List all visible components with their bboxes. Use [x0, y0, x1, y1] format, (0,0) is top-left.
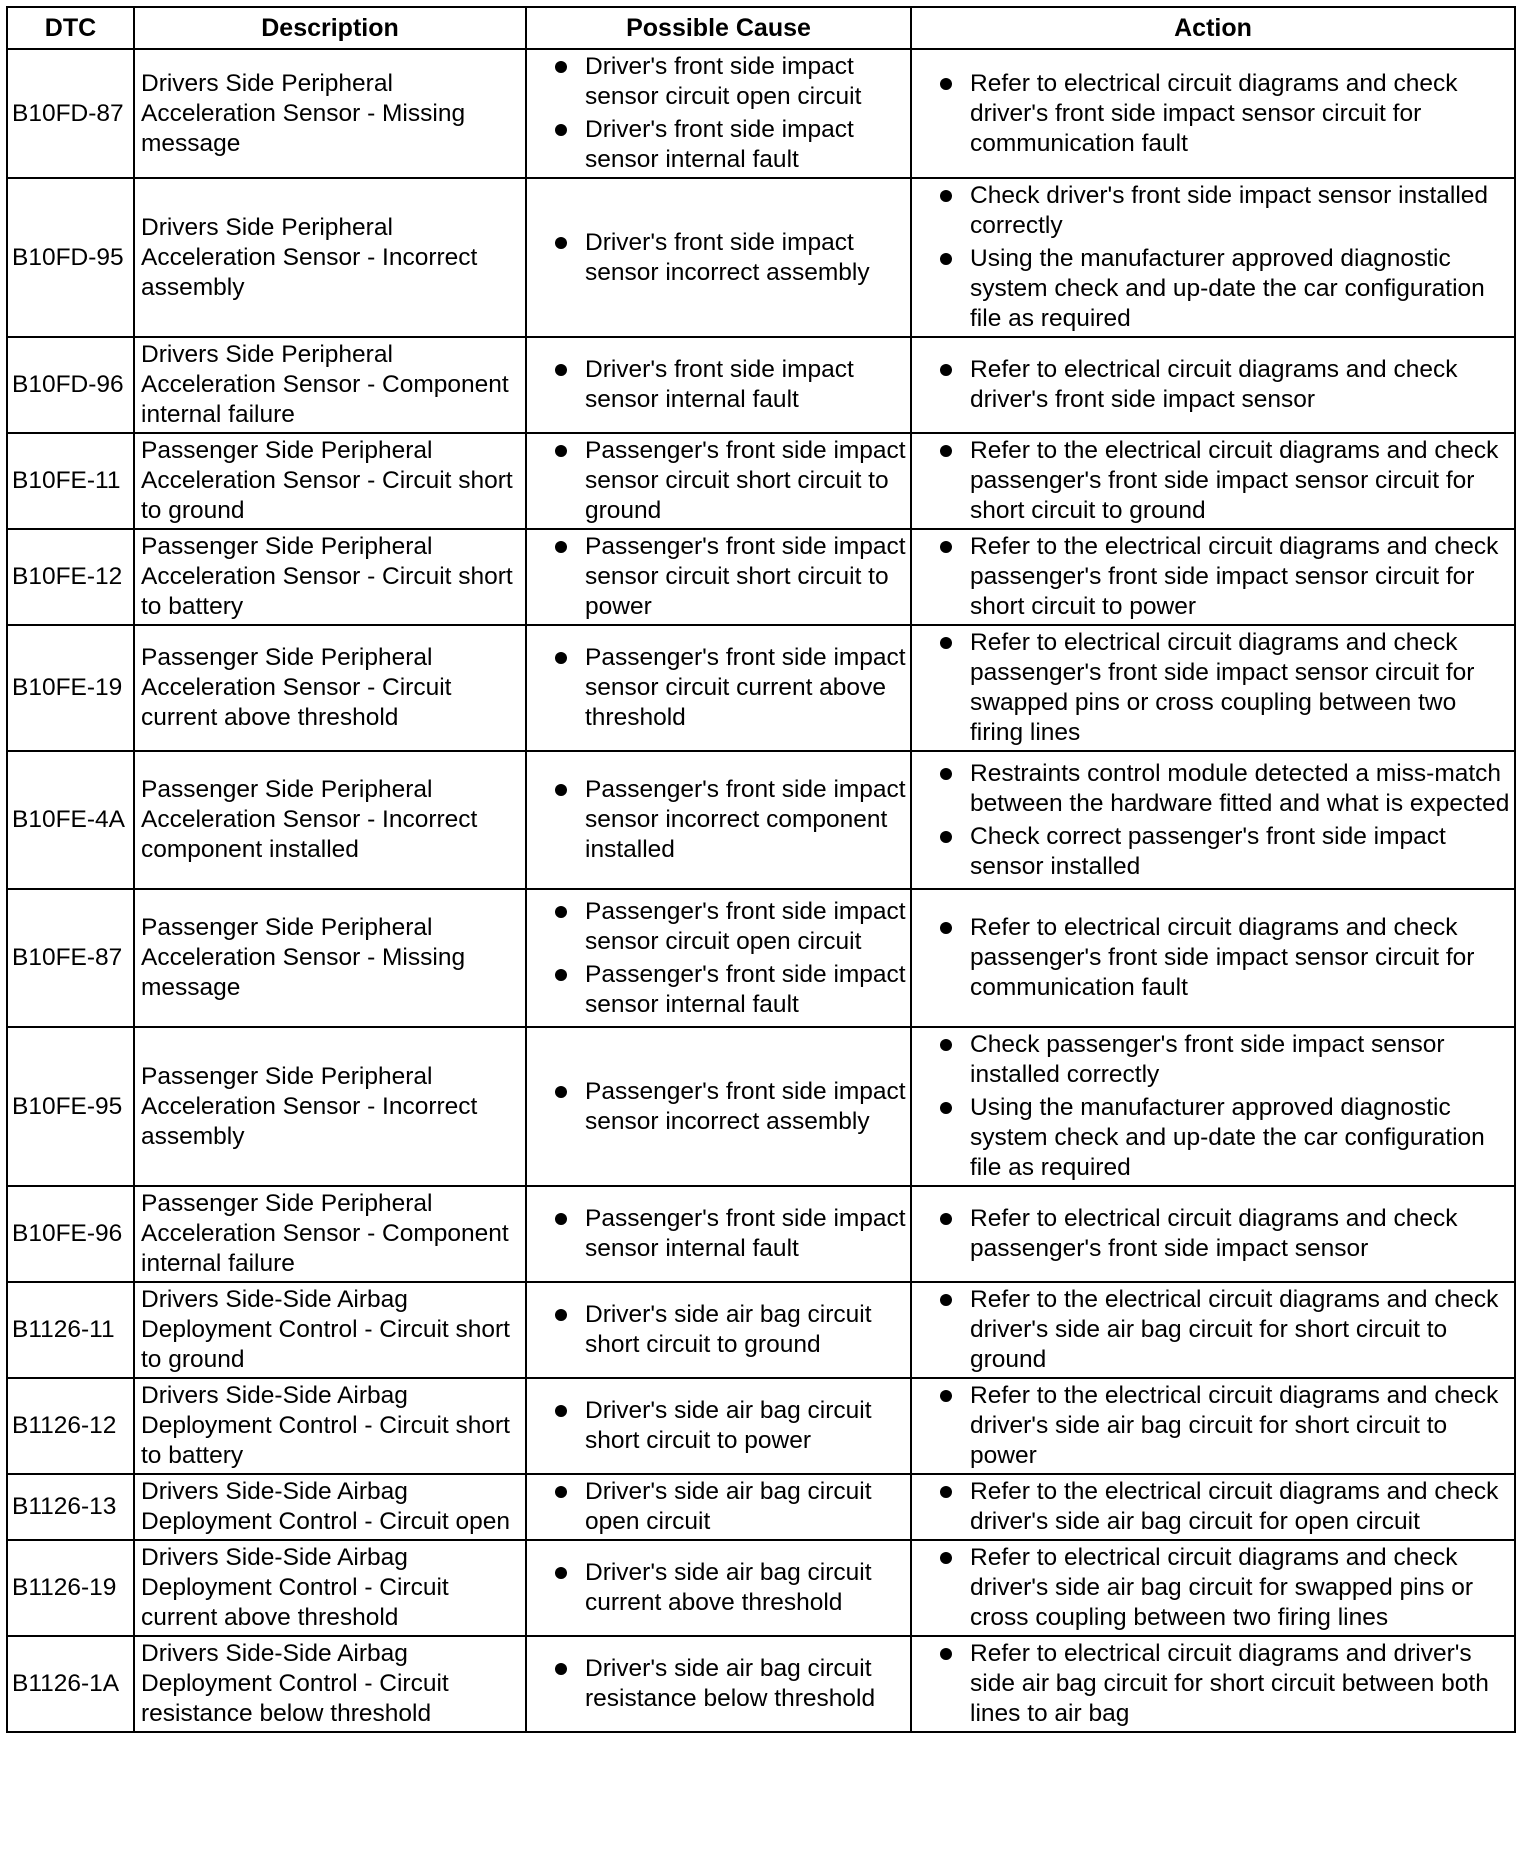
bullet-dot-icon	[555, 1086, 567, 1098]
dtc-code-cell: B1126-11	[7, 1282, 134, 1378]
action-cell	[911, 1636, 1515, 1732]
action-item-text: Refer to the electrical circuit diagrams and check driver's side air bag circuit for open circuit	[970, 1478, 1499, 1535]
possible-cause-cell	[526, 1474, 911, 1540]
cause-item-text: Driver's side air bag circuit short circuit to power	[585, 1397, 872, 1454]
bullet-list	[553, 643, 906, 733]
cause-item	[553, 228, 906, 288]
cause-item-text: Driver's side air bag circuit short circuit to ground	[585, 1301, 872, 1358]
action-item-text: Refer to electrical circuit diagrams and driver's side air bag circuit for short circuit between both lines to air bag	[970, 1640, 1489, 1727]
action-item-text: Refer to the electrical circuit diagrams and check passenger's front side impact sensor circuit for short circuit to power	[970, 533, 1499, 620]
action-item	[938, 1285, 1510, 1375]
action-item-text: Refer to the electrical circuit diagrams and check driver's side air bag circuit for short circuit to power	[970, 1382, 1499, 1469]
action-item-text: Refer to electrical circuit diagrams and check passenger's front side impact sensor circuit for communication fault	[970, 914, 1475, 1001]
cause-item	[553, 436, 906, 526]
action-item-text: Refer to electrical circuit diagrams and check driver's side air bag circuit for swapped pins or cross coupling between two firing lines	[970, 1544, 1474, 1631]
dtc-code-cell: B10FD-87	[7, 49, 134, 178]
bullet-list	[938, 1639, 1510, 1729]
action-item	[938, 1477, 1510, 1537]
possible-cause-cell	[526, 337, 911, 433]
cause-item-text: Passenger's front side impact sensor circuit current above threshold	[585, 644, 906, 731]
action-item	[938, 69, 1510, 159]
action-item-text: Refer to electrical circuit diagrams and check driver's front side impact sensor circuit for communication fault	[970, 69, 1458, 157]
description-cell: Passenger Side Peripheral Acceleration Sensor - Circuit current above threshold	[134, 625, 526, 751]
cause-item	[553, 1300, 906, 1360]
bullet-list	[938, 1543, 1510, 1633]
action-item	[938, 244, 1510, 334]
dtc-code-cell: B10FE-87	[7, 889, 134, 1027]
description-cell: Passenger Side Peripheral Acceleration Sensor - Incorrect assembly	[134, 1027, 526, 1186]
table-row	[7, 529, 1515, 625]
cause-item	[553, 52, 906, 112]
dtc-document	[6, 6, 1514, 1733]
bullet-list	[938, 181, 1510, 334]
dtc-code-cell: B1126-1A	[7, 1636, 134, 1732]
bullet-dot-icon	[940, 190, 952, 202]
bullet-list	[938, 1030, 1510, 1183]
bullet-dot-icon	[555, 364, 567, 376]
possible-cause-cell	[526, 1636, 911, 1732]
cause-item-text: Passenger's front side impact sensor circuit open circuit	[585, 897, 906, 955]
bullet-dot-icon	[555, 1309, 567, 1321]
table-row	[7, 337, 1515, 433]
bullet-dot-icon	[940, 253, 952, 265]
action-cell	[911, 889, 1515, 1027]
table-row	[7, 889, 1515, 1027]
bullet-list	[553, 775, 906, 865]
dtc-code-cell: B10FE-4A	[7, 751, 134, 889]
cause-item	[553, 960, 906, 1020]
cause-item-text: Passenger's front side impact sensor internal fault	[585, 1205, 906, 1262]
action-item	[938, 913, 1510, 1003]
cause-item	[553, 897, 906, 957]
bullet-dot-icon	[555, 969, 567, 981]
cause-item-text: Driver's front side impact sensor internal fault	[585, 356, 854, 413]
dtc-table	[6, 6, 1516, 1733]
bullet-list	[938, 759, 1510, 882]
table-header-row	[7, 7, 1515, 49]
description-cell: Passenger Side Peripheral Acceleration Sensor - Component internal failure	[134, 1186, 526, 1282]
bullet-dot-icon	[940, 922, 952, 934]
table-row	[7, 625, 1515, 751]
table-row	[7, 178, 1515, 337]
bullet-list	[938, 1204, 1510, 1264]
dtc-code-cell: B1126-13	[7, 1474, 134, 1540]
action-cell	[911, 1186, 1515, 1282]
description-cell: Passenger Side Peripheral Acceleration Sensor - Incorrect component installed	[134, 751, 526, 889]
possible-cause-cell	[526, 1540, 911, 1636]
action-item	[938, 355, 1510, 415]
bullet-dot-icon	[940, 1102, 952, 1114]
description-cell: Passenger Side Peripheral Acceleration Sensor - Circuit short to battery	[134, 529, 526, 625]
possible-cause-cell	[526, 1027, 911, 1186]
bullet-dot-icon	[555, 1213, 567, 1225]
table-row	[7, 1186, 1515, 1282]
action-item-text: Check correct passenger's front side impact sensor installed	[970, 822, 1446, 880]
possible-cause-cell	[526, 1378, 911, 1474]
description-cell: Drivers Side Peripheral Acceleration Sensor - Incorrect assembly	[134, 178, 526, 337]
bullet-dot-icon	[940, 768, 952, 780]
action-cell	[911, 1378, 1515, 1474]
cause-item-text: Driver's front side impact sensor incorrect assembly	[585, 228, 870, 286]
action-item-text: Refer to the electrical circuit diagrams and check passenger's front side impact sensor circuit for short circuit to ground	[970, 437, 1499, 524]
description-cell: Drivers Side Peripheral Acceleration Sensor - Missing message	[134, 49, 526, 178]
bullet-dot-icon	[555, 1567, 567, 1579]
bullet-list	[938, 436, 1510, 526]
cause-item-text: Passenger's front side impact sensor incorrect assembly	[585, 1077, 906, 1135]
cause-item	[553, 532, 906, 622]
action-item-text: Refer to the electrical circuit diagrams and check driver's side air bag circuit for short circuit to ground	[970, 1286, 1499, 1373]
dtc-code-cell: B10FE-11	[7, 433, 134, 529]
cause-item	[553, 1077, 906, 1137]
bullet-dot-icon	[940, 78, 952, 90]
bullet-dot-icon	[555, 445, 567, 457]
action-item	[938, 181, 1510, 241]
bullet-dot-icon	[940, 1552, 952, 1564]
bullet-list	[938, 355, 1510, 415]
bullet-list	[553, 52, 906, 175]
possible-cause-cell	[526, 751, 911, 889]
action-cell	[911, 337, 1515, 433]
possible-cause-cell	[526, 529, 911, 625]
bullet-dot-icon	[940, 1390, 952, 1402]
description-cell: Drivers Side-Side Airbag Deployment Control - Circuit open	[134, 1474, 526, 1540]
action-item-text: Restraints control module detected a miss-match between the hardware fitted and what is expected	[970, 759, 1510, 817]
possible-cause-cell	[526, 178, 911, 337]
bullet-dot-icon	[940, 364, 952, 376]
action-cell	[911, 178, 1515, 337]
action-cell	[911, 49, 1515, 178]
bullet-dot-icon	[940, 831, 952, 843]
description-cell: Drivers Side-Side Airbag Deployment Control - Circuit current above threshold	[134, 1540, 526, 1636]
bullet-dot-icon	[555, 124, 567, 136]
cause-item-text: Driver's side air bag circuit current above threshold	[585, 1559, 872, 1616]
bullet-list	[553, 228, 906, 288]
dtc-code-cell: B10FE-12	[7, 529, 134, 625]
cause-item-text: Driver's side air bag circuit resistance below threshold	[585, 1655, 876, 1712]
table-row	[7, 433, 1515, 529]
action-item-text: Using the manufacturer approved diagnostic system check and up-date the car configuration file as required	[970, 245, 1485, 332]
cause-item-text: Passenger's front side impact sensor circuit short circuit to power	[585, 533, 906, 620]
table-row	[7, 1474, 1515, 1540]
action-cell	[911, 1282, 1515, 1378]
dtc-code-cell: B10FE-19	[7, 625, 134, 751]
description-cell: Drivers Side-Side Airbag Deployment Control - Circuit short to ground	[134, 1282, 526, 1378]
cause-item	[553, 1558, 906, 1618]
bullet-dot-icon	[555, 1663, 567, 1675]
dtc-code-cell: B10FE-96	[7, 1186, 134, 1282]
action-item	[938, 1030, 1510, 1090]
cause-item	[553, 115, 906, 175]
bullet-dot-icon	[940, 1486, 952, 1498]
cause-item	[553, 1654, 906, 1714]
bullet-list	[553, 1654, 906, 1714]
cause-item	[553, 1396, 906, 1456]
header-description: Description	[134, 7, 526, 49]
action-cell	[911, 1474, 1515, 1540]
description-cell: Passenger Side Peripheral Acceleration Sensor - Missing message	[134, 889, 526, 1027]
bullet-list	[938, 69, 1510, 159]
cause-item-text: Driver's side air bag circuit open circuit	[585, 1478, 872, 1535]
table-row	[7, 751, 1515, 889]
description-cell: Drivers Side-Side Airbag Deployment Control - Circuit resistance below threshold	[134, 1636, 526, 1732]
bullet-dot-icon	[555, 1405, 567, 1417]
bullet-dot-icon	[940, 1213, 952, 1225]
action-item-text: Check driver's front side impact sensor installed correctly	[970, 182, 1489, 239]
action-item-text: Check passenger's front side impact sensor installed correctly	[970, 1031, 1445, 1088]
action-cell	[911, 529, 1515, 625]
table-row	[7, 1378, 1515, 1474]
action-cell	[911, 433, 1515, 529]
bullet-dot-icon	[555, 784, 567, 796]
action-item	[938, 532, 1510, 622]
bullet-list	[553, 355, 906, 415]
bullet-list	[553, 1396, 906, 1456]
bullet-list	[553, 436, 906, 526]
bullet-dot-icon	[940, 445, 952, 457]
header-action: Action	[911, 7, 1515, 49]
cause-item-text: Passenger's front side impact sensor incorrect component installed	[585, 776, 906, 863]
bullet-dot-icon	[940, 1039, 952, 1051]
dtc-code-cell: B10FE-95	[7, 1027, 134, 1186]
table-row	[7, 1540, 1515, 1636]
possible-cause-cell	[526, 433, 911, 529]
action-item-text: Refer to electrical circuit diagrams and check passenger's front side impact sensor circuit for swapped pins or cross coupling between two firing lines	[970, 629, 1475, 746]
bullet-list	[938, 1381, 1510, 1471]
action-cell	[911, 1027, 1515, 1186]
dtc-code-cell: B10FD-95	[7, 178, 134, 337]
bullet-list	[553, 1477, 906, 1537]
description-cell: Passenger Side Peripheral Acceleration Sensor - Circuit short to ground	[134, 433, 526, 529]
bullet-list	[938, 532, 1510, 622]
action-item	[938, 1093, 1510, 1183]
cause-item	[553, 775, 906, 865]
bullet-list	[553, 897, 906, 1020]
action-item	[938, 1204, 1510, 1264]
cause-item-text: Passenger's front side impact sensor internal fault	[585, 960, 906, 1018]
bullet-list	[938, 913, 1510, 1003]
header-dtc: DTC	[7, 7, 134, 49]
cause-item-text: Driver's front side impact sensor internal fault	[585, 116, 854, 173]
action-cell	[911, 751, 1515, 889]
action-cell	[911, 1540, 1515, 1636]
header-possible-cause: Possible Cause	[526, 7, 911, 49]
bullet-dot-icon	[555, 1486, 567, 1498]
bullet-list	[938, 1285, 1510, 1375]
table-row	[7, 1636, 1515, 1732]
description-cell: Drivers Side Peripheral Acceleration Sensor - Component internal failure	[134, 337, 526, 433]
cause-item	[553, 1477, 906, 1537]
bullet-list	[553, 1558, 906, 1618]
table-row	[7, 1282, 1515, 1378]
dtc-code-cell: B1126-12	[7, 1378, 134, 1474]
cause-item	[553, 355, 906, 415]
table-row	[7, 49, 1515, 178]
action-item	[938, 759, 1510, 819]
possible-cause-cell	[526, 625, 911, 751]
possible-cause-cell	[526, 1282, 911, 1378]
action-item	[938, 1639, 1510, 1729]
bullet-dot-icon	[555, 237, 567, 249]
bullet-list	[938, 628, 1510, 748]
action-item	[938, 436, 1510, 526]
action-item	[938, 822, 1510, 882]
bullet-dot-icon	[555, 652, 567, 664]
cause-item-text: Driver's front side impact sensor circuit open circuit	[585, 53, 862, 110]
cause-item-text: Passenger's front side impact sensor circuit short circuit to ground	[585, 437, 906, 524]
bullet-list	[553, 1077, 906, 1137]
bullet-list	[553, 1204, 906, 1264]
bullet-list	[553, 532, 906, 622]
action-item-text: Using the manufacturer approved diagnostic system check and up-date the car configuration file as required	[970, 1094, 1485, 1181]
bullet-list	[553, 1300, 906, 1360]
possible-cause-cell	[526, 1186, 911, 1282]
description-cell: Drivers Side-Side Airbag Deployment Control - Circuit short to battery	[134, 1378, 526, 1474]
bullet-dot-icon	[555, 61, 567, 73]
cause-item	[553, 1204, 906, 1264]
action-item-text: Refer to electrical circuit diagrams and check passenger's front side impact sensor	[970, 1205, 1458, 1262]
action-item	[938, 1543, 1510, 1633]
table-row	[7, 1027, 1515, 1186]
action-item	[938, 1381, 1510, 1471]
bullet-dot-icon	[940, 541, 952, 553]
action-item-text: Refer to electrical circuit diagrams and check driver's front side impact sensor	[970, 356, 1458, 413]
action-item	[938, 628, 1510, 748]
bullet-list	[938, 1477, 1510, 1537]
bullet-dot-icon	[555, 541, 567, 553]
dtc-code-cell: B10FD-96	[7, 337, 134, 433]
possible-cause-cell	[526, 889, 911, 1027]
cause-item	[553, 643, 906, 733]
table-body	[7, 49, 1515, 1732]
bullet-dot-icon	[940, 1294, 952, 1306]
bullet-dot-icon	[940, 637, 952, 649]
possible-cause-cell	[526, 49, 911, 178]
bullet-dot-icon	[555, 906, 567, 918]
dtc-code-cell: B1126-19	[7, 1540, 134, 1636]
action-cell	[911, 625, 1515, 751]
bullet-dot-icon	[940, 1648, 952, 1660]
